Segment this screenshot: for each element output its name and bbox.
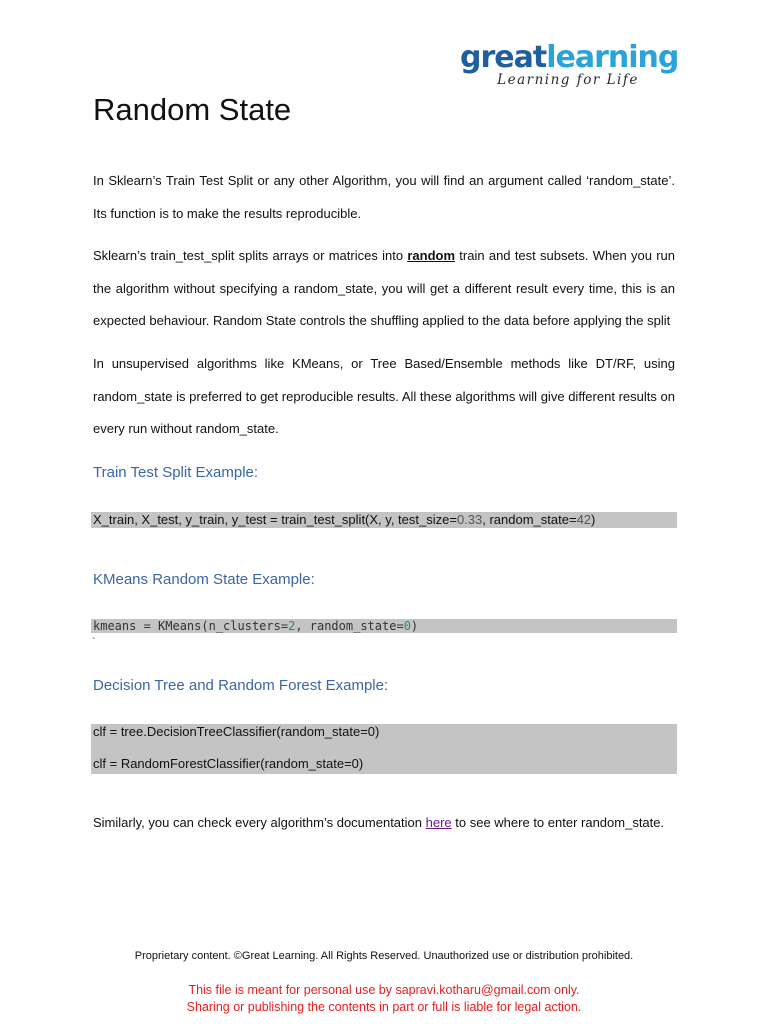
code-line-dt: clf = tree.DecisionTreeClassifier(random_state=0): [93, 724, 380, 739]
notice-line-1: This file is meant for personal use by sapravi.kotharu@gmail.com only.: [188, 983, 580, 997]
stray-backtick: `: [92, 637, 96, 648]
usage-notice: [0, 982, 768, 1016]
emphasis-random: random: [407, 248, 456, 263]
greatlearning-logo: [460, 40, 679, 88]
footer-copyright: Proprietary content. ©Great Learning. All Rights Reserved. Unauthorized use or distribution prohibited.: [134, 950, 634, 962]
heading-kmeans: KMeans Random State Example:: [93, 571, 315, 588]
code-line-rf: clf = RandomForestClassifier(random_state=0): [93, 756, 364, 771]
heading-train-test-split: Train Test Split Example:: [93, 464, 259, 481]
paragraph-closing: Similarly, you can check every algorithm’s documentation here to see where to enter random_state.: [93, 815, 665, 830]
code-decision-tree: [91, 724, 677, 774]
code-train-test-split: X_train, X_test, y_train, y_test = train_test_split(X, y, test_size=0.33, random_state=42): [91, 512, 677, 528]
logo-wordmark: greatlearning: [460, 40, 679, 75]
heading-decision-tree: Decision Tree and Random Forest Example:: [93, 677, 389, 694]
documentation-link[interactable]: here: [425, 815, 452, 830]
logo-tagline: Learning for Life: [497, 72, 639, 88]
code-kmeans: kmeans = KMeans(n_clusters=2, random_state=0): [91, 619, 677, 633]
paragraph-unsupervised: In unsupervised algorithms like KMeans, or Tree Based/Ensemble methods like DT/RF, using random_state is preferred to get reproducible results. All these algorithms will give different results on every run without random_state.: [93, 356, 675, 436]
notice-line-2: Sharing or publishing the contents in part or full is liable for legal action.: [186, 1000, 582, 1014]
paragraph-intro: In Sklearn’s Train Test Split or any other Algorithm, you will find an argument called ‘random_state’. Its function is to make the results reproducible.: [93, 173, 675, 221]
paragraph-train-test-split: Sklearn’s train_test_split splits arrays or matrices into random train and test subsets. When you run the algorithm without specifying a random_state, you will get a different result every time, this is an expected behaviour. Random State controls the shuffling applied to the data before applying the split: [93, 248, 675, 328]
page-title: Random State: [93, 92, 292, 127]
